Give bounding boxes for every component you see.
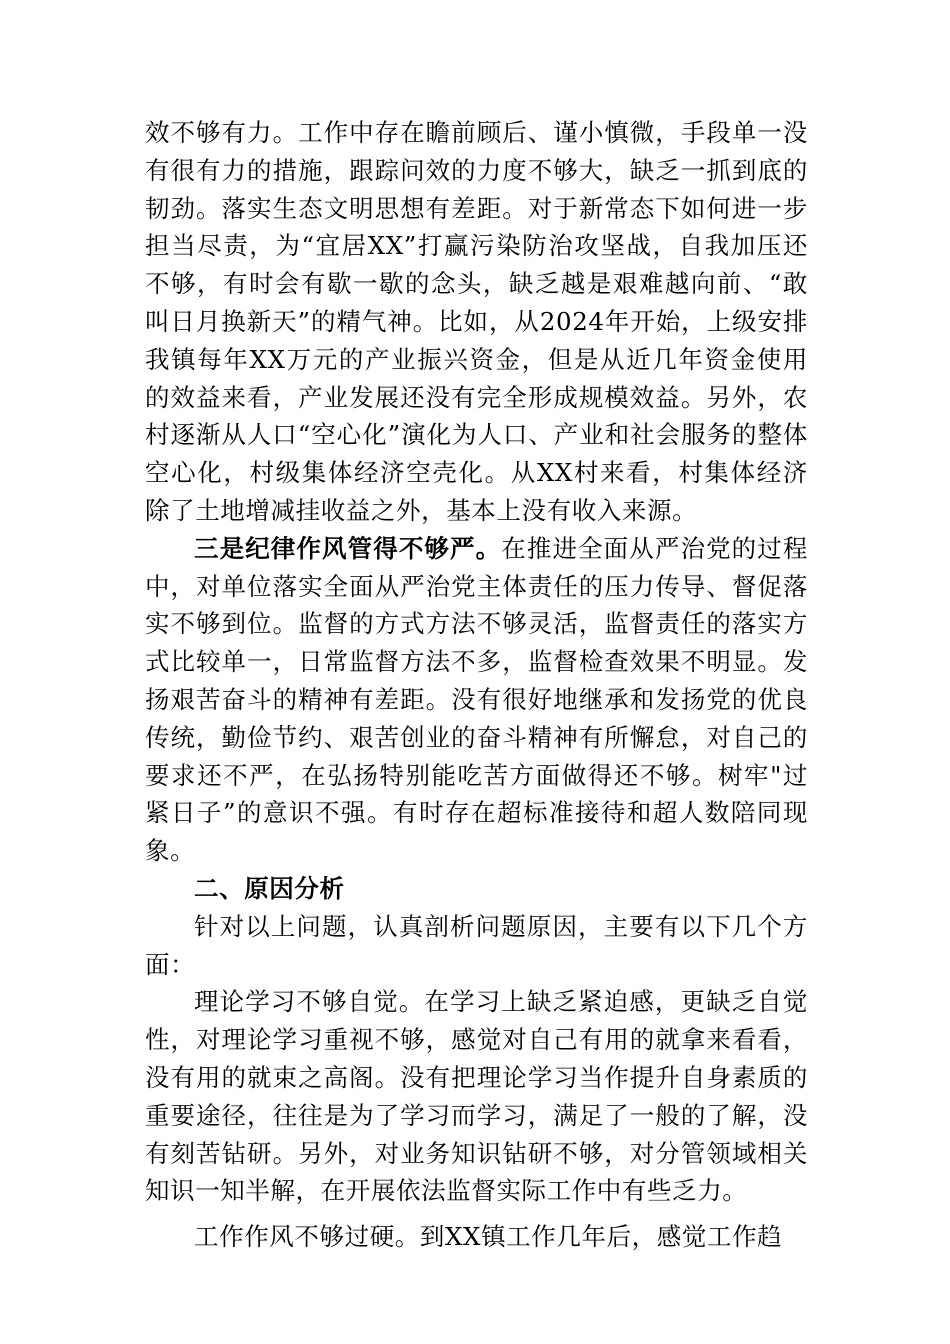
paragraph-theory-study: 理论学习不够自觉。在学习上缺乏紧迫感，更缺乏自觉性，对理论学习重视不够，感觉对自己有用的就拿来看看，没有用的就束之高阁。没有把理论学习当作提升自身素质的重要途径，往往是为了学习而学习，满足了一般的了解，没有刻苦钻研。另外，对业务知识钻研不够，对分管领域相关知识一知半解，在开展依法监督实际工作中有些乏力。 [145, 987, 808, 1206]
paragraph-discipline [145, 530, 808, 870]
document-body [145, 114, 808, 1256]
paragraph-lead-bold: 三是纪律作风管得不够严。 [194, 533, 502, 563]
section-heading: 二、原因分析 [194, 873, 345, 903]
paragraph-body: 在推进全面从严治党的过程中，对单位落实全面从严治党主体责任的压力传导、督促落实不够到位。监督的方式方法不够灵活，监督责任的落实方式比较单一，日常监督方法不多，监督检查效果不明显。发扬艰苦奋斗的精神有差距。没有很好地继承和发扬党的优良传统，勤俭节约、艰苦创业的奋斗精神有所懈怠，对自己的要求还不严，在弘扬特别能吃苦方面做得还不够。树牢"过紧日子”的意识不强。有时存在超标准接待和超人数陪同现象。 [145, 533, 808, 866]
paragraph-continued: 效不够有力。工作中存在瞻前顾后、谨小慎微，手段单一没有很有力的措施，跟踪问效的力度不够大，缺乏一抓到底的韧劲。落实生态文明思想有差距。对于新常态下如何进一步担当尽责，为“宜居XX”打赢污染防治攻坚战，自我加压还不够，有时会有歇一歇的念头，缺乏越是艰难越向前、“敢叫日月换新天”的精气神。比如，从2024年开始，上级安排我镇每年XX万元的产业振兴资金，但是从近几年资金使用的效益来看，产业发展还没有完全形成规模效益。另外，农村逐渐从人口“空心化”演化为人口、产业和社会服务的整体空心化，村级集体经济空壳化。从XX村来看，村集体经济除了土地增减挂收益之外，基本上没有收入来源。 [145, 118, 808, 525]
paragraph-intro: 针对以上问题，认真剖析问题原因，主要有以下几个方面： [145, 911, 808, 979]
paragraph-work-style: 工作作风不够过硬。到XX镇工作几年后，感觉工作趋 [194, 1222, 783, 1252]
